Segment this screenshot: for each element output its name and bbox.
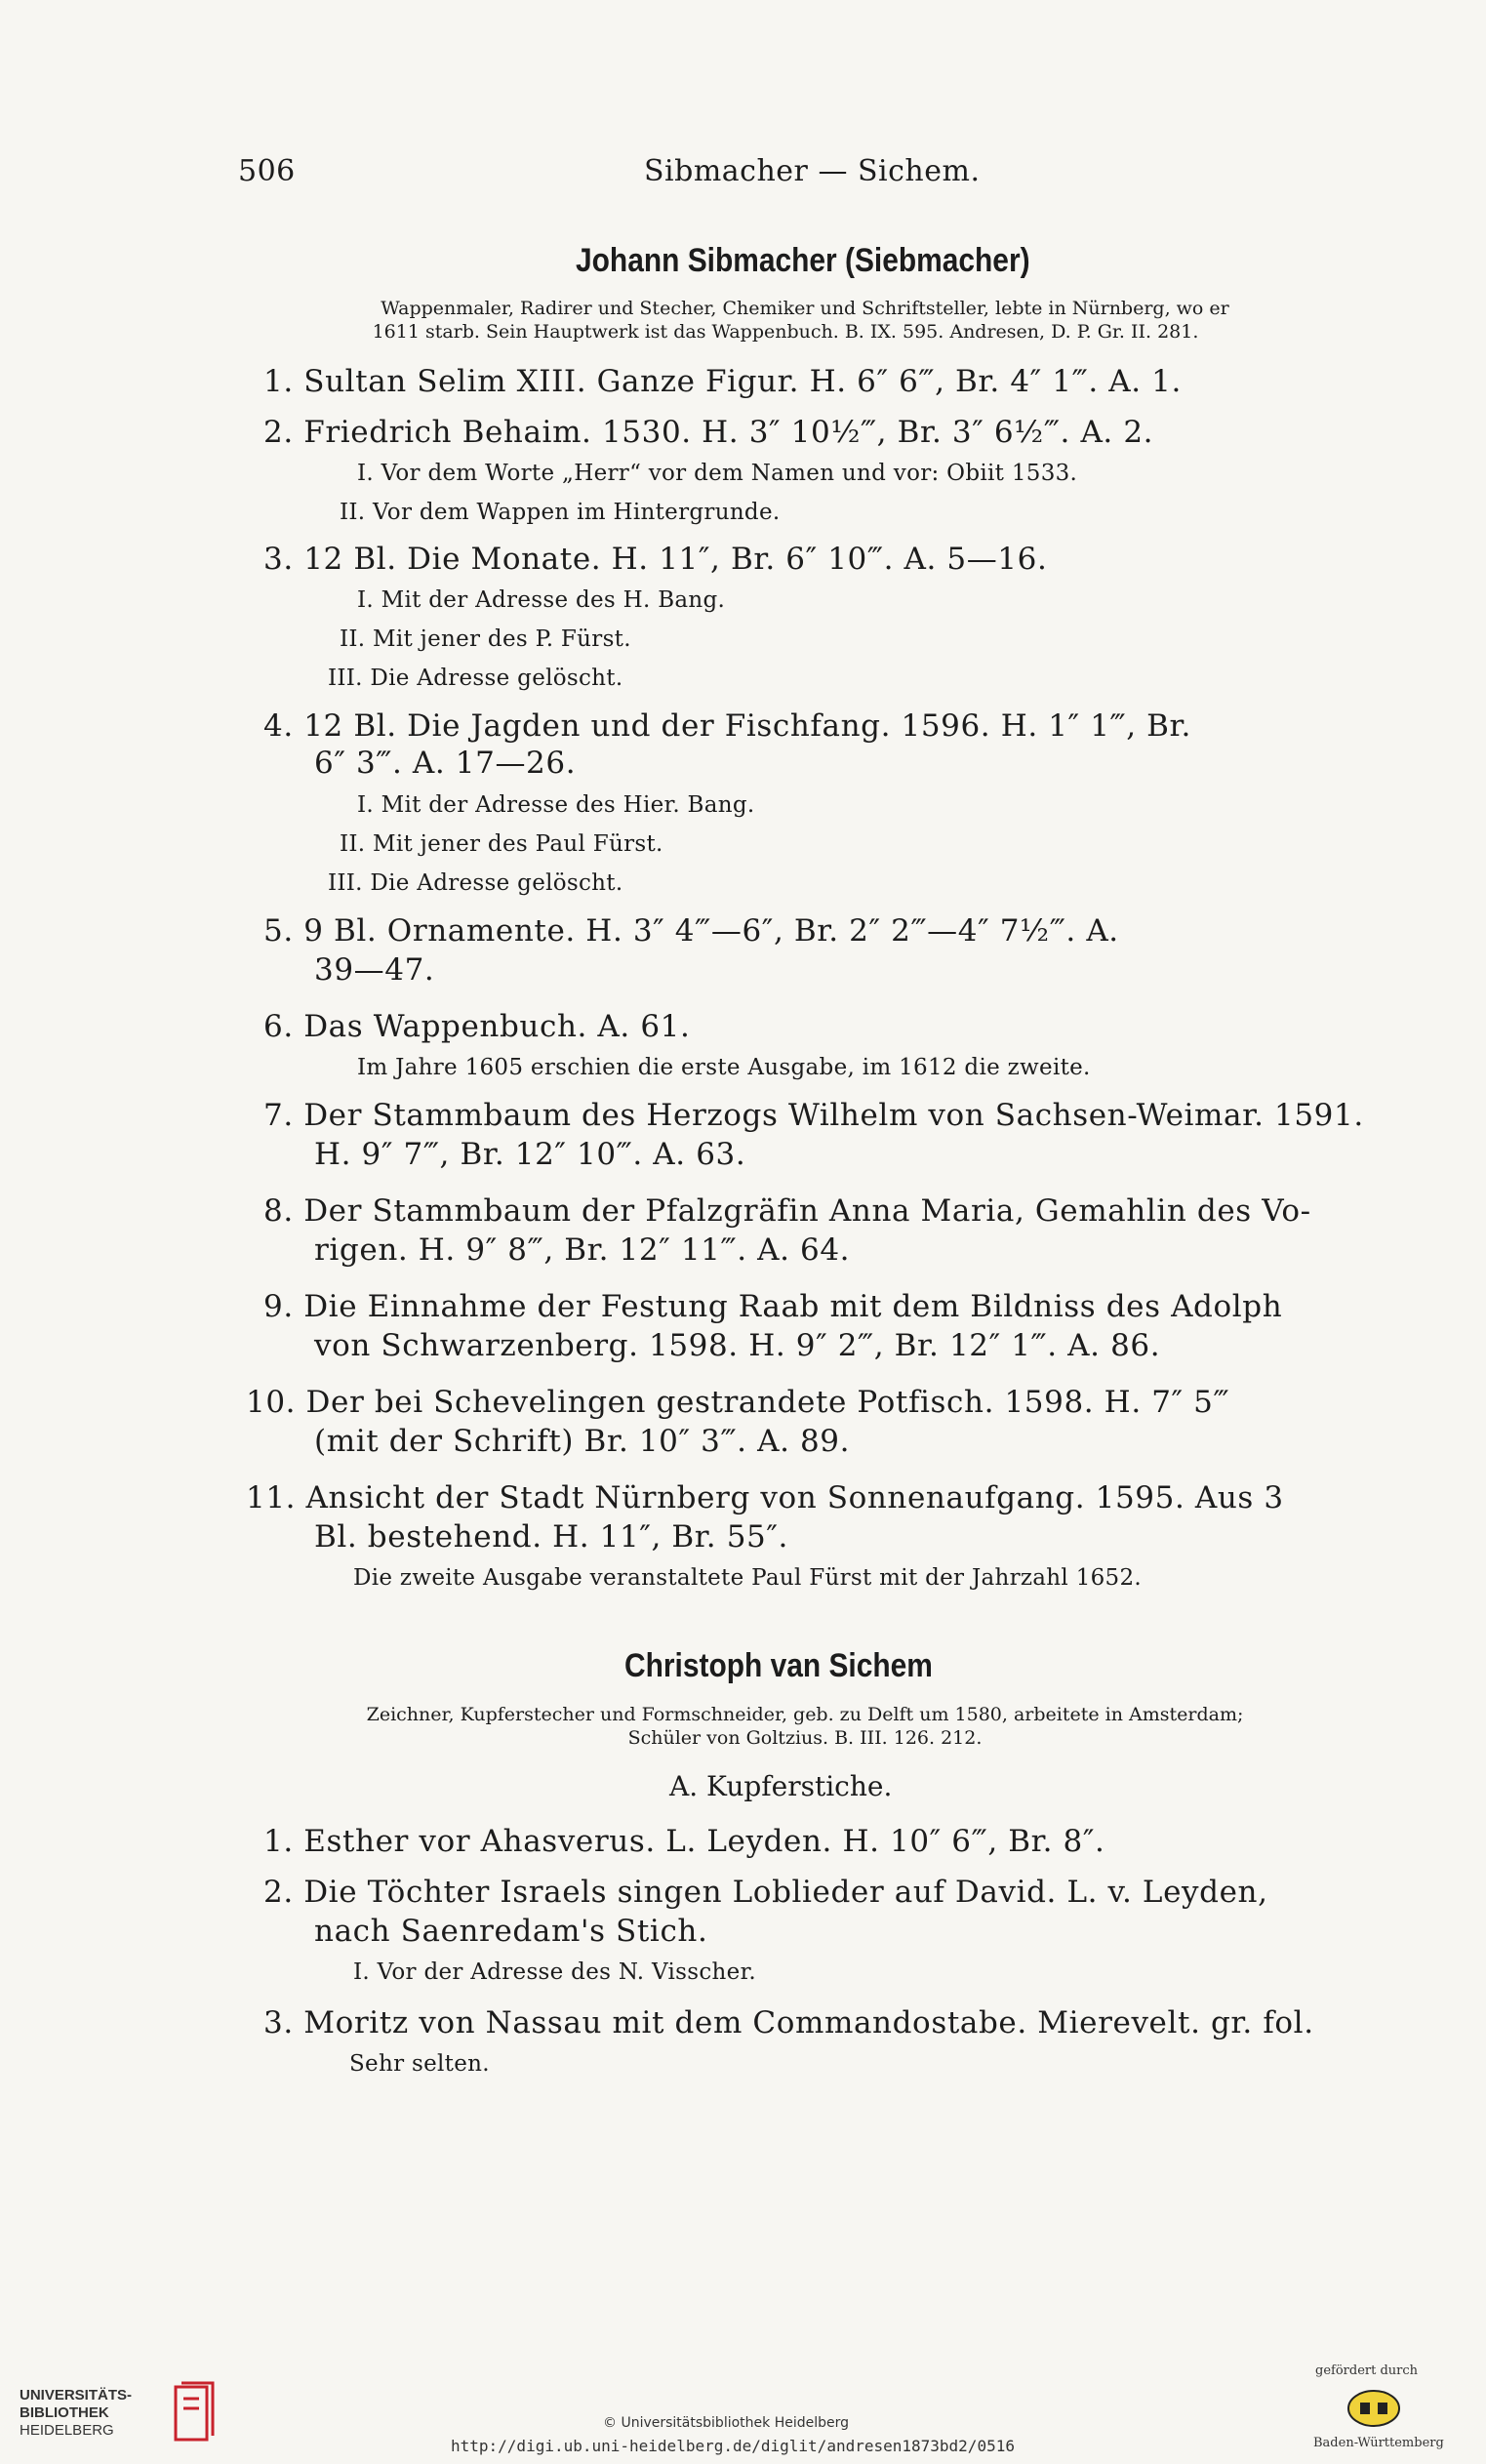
- kupferstich-3-line1: 3. Moritz von Nassau mit dem Commandostabe. Mierevelt. gr. fol.: [263, 2005, 1314, 2040]
- entry-4-state-2: II. Mit jener des Paul Fürst.: [340, 831, 663, 857]
- subsection-heading: A. Kupferstiche.: [669, 1770, 893, 1802]
- entry-5-line1: 5. 9 Bl. Ornamente. H. 3″ 4‴—6″, Br. 2″ 2‴—4″ 7½‴. A.: [263, 913, 1119, 949]
- library-name-line3: HEIDELBERG: [20, 2422, 114, 2439]
- kupferstich-2-line1: 2. Die Töchter Israels singen Loblieder auf David. L. v. Leyden,: [263, 1875, 1268, 1910]
- entry-4-state-1: I. Mit der Adresse des Hier. Bang.: [357, 792, 755, 818]
- entry-1: 1. Sultan Selim XIII. Ganze Figur. H. 6″ 6‴, Br. 4″ 1‴. A. 1.: [263, 364, 1182, 399]
- entry-5-line2: 39—47.: [314, 952, 435, 988]
- baden-wuerttemberg-crest-icon: [1346, 2389, 1401, 2428]
- kupferstich-2-state-1: I. Vor der Adresse des N. Visscher.: [353, 1959, 756, 1985]
- entry-3-state-1: I. Mit der Adresse des H. Bang.: [357, 587, 726, 613]
- entry-11-line1: 11. Ansicht der Stadt Nürnberg von Sonnenaufgang. 1595. Aus 3: [246, 1480, 1284, 1515]
- entry-9-line2: von Schwarzenberg. 1598. H. 9″ 2‴, Br. 12″ 1‴. A. 86.: [314, 1328, 1161, 1363]
- source-url-link[interactable]: http://digi.ub.uni-heidelberg.de/diglit/andresen1873bd2/0516: [451, 2437, 1015, 2455]
- entry-11-line2: Bl. bestehend. H. 11″, Br. 55″.: [314, 1519, 788, 1555]
- section-title-sibmacher: Johann Sibmacher (Siebmacher): [576, 242, 1030, 279]
- entry-2: 2. Friedrich Behaim. 1530. H. 3″ 10½‴, Br. 3″ 6½‴. A. 2.: [263, 415, 1154, 450]
- running-title: Sibmacher — Sichem.: [644, 154, 981, 188]
- entry-8-line2: rigen. H. 9″ 8‴, Br. 12″ 11‴. A. 64.: [314, 1232, 851, 1268]
- funded-by-label: gefördert durch: [1315, 2363, 1419, 2378]
- entry-4-state-3: III. Die Adresse gelöscht.: [328, 870, 623, 896]
- bio-sichem-line2: Schüler von Goltzius. B. III. 126. 212.: [627, 1727, 983, 1749]
- bio-sichem-line1: Zeichner, Kupferstecher und Formschneider, geb. zu Delft um 1580, arbeitete in Amsterdam;: [366, 1704, 1244, 1725]
- kupferstich-3-line2: Sehr selten.: [349, 2051, 490, 2077]
- entry-2-state-2: II. Vor dem Wappen im Hintergrunde.: [340, 500, 781, 525]
- entry-9-line1: 9. Die Einnahme der Festung Raab mit dem Bildniss des Adolph: [263, 1289, 1283, 1324]
- entry-7-line1: 7. Der Stammbaum des Herzogs Wilhelm von Sachsen-Weimar. 1591.: [263, 1098, 1364, 1133]
- funder-name: Baden-Württemberg: [1313, 2436, 1444, 2450]
- copyright-text: © Universitätsbibliothek Heidelberg: [603, 2415, 850, 2431]
- entry-8-line1: 8. Der Stammbaum der Pfalzgräfin Anna Maria, Gemahlin des Vo-: [263, 1193, 1311, 1229]
- entry-6-note: Im Jahre 1605 erschien die erste Ausgabe, im 1612 die zweite.: [357, 1055, 1091, 1080]
- entry-3-state-3: III. Die Adresse gelöscht.: [328, 666, 623, 691]
- entry-2-state-1: I. Vor dem Worte „Herr“ vor dem Namen und vor: Obiit 1533.: [357, 461, 1078, 486]
- library-name-line1: UNIVERSITÄTS-: [20, 2387, 133, 2403]
- entry-6: 6. Das Wappenbuch. A. 61.: [263, 1009, 691, 1044]
- page-number: 506: [238, 154, 296, 188]
- kupferstich-1: 1. Esther vor Ahasverus. L. Leyden. H. 10″ 6‴, Br. 8″.: [263, 1824, 1105, 1859]
- library-name-line2: BIBLIOTHEK: [20, 2404, 109, 2421]
- entry-10-line1: 10. Der bei Schevelingen gestrandete Potfisch. 1598. H. 7″ 5‴: [246, 1385, 1230, 1420]
- entry-7-line2: H. 9″ 7‴, Br. 12″ 10‴. A. 63.: [314, 1137, 746, 1172]
- library-emblem-icon: [168, 2379, 219, 2447]
- entry-3: 3. 12 Bl. Die Monate. H. 11″, Br. 6″ 10‴. A. 5—16.: [263, 542, 1048, 577]
- library-logo[interactable]: [14, 2379, 209, 2447]
- section-title-sichem: Christoph van Sichem: [624, 1647, 933, 1684]
- entry-10-line2: (mit der Schrift) Br. 10″ 3‴. A. 89.: [314, 1424, 851, 1459]
- entry-4-line1: 4. 12 Bl. Die Jagden und der Fischfang. 1596. H. 1″ 1‴, Br.: [263, 708, 1191, 744]
- entry-3-state-2: II. Mit jener des P. Fürst.: [340, 626, 631, 652]
- entry-11-note: Die zweite Ausgabe veranstaltete Paul Fürst mit der Jahrzahl 1652.: [353, 1565, 1143, 1591]
- bio-sibmacher-line1: Wappenmaler, Radirer und Stecher, Chemiker und Schriftsteller, lebte in Nürnberg, wo er: [381, 298, 1229, 319]
- kupferstich-2-line2: nach Saenredam's Stich.: [314, 1914, 708, 1949]
- bio-sibmacher-line2: 1611 starb. Sein Hauptwerk ist das Wappenbuch. B. IX. 595. Andresen, D. P. Gr. II. 281.: [372, 321, 1199, 343]
- entry-4-line2: 6″ 3‴. A. 17—26.: [314, 746, 577, 781]
